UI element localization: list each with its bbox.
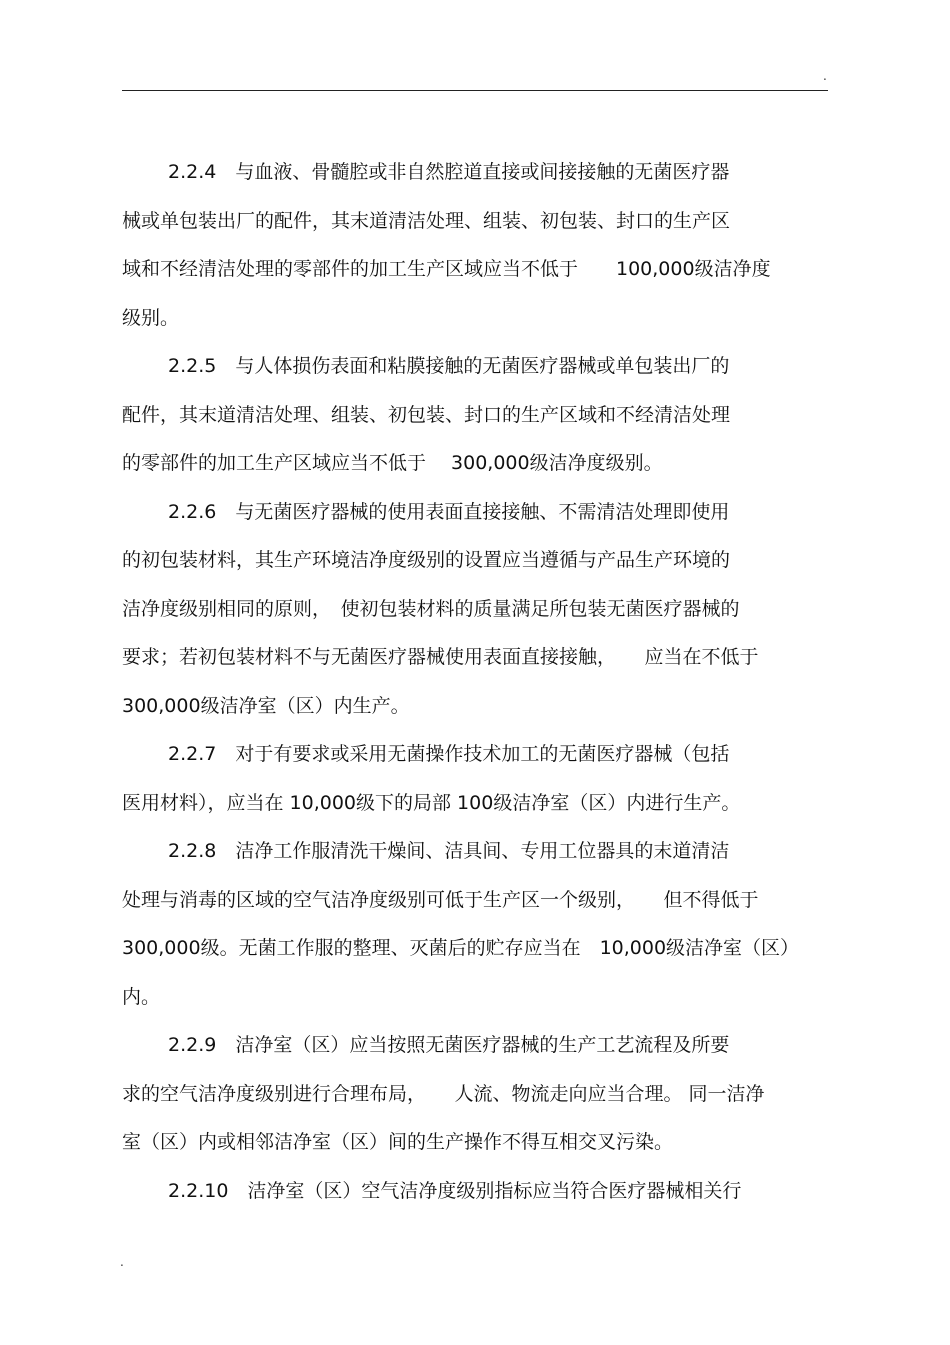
text-line: 医用材料），应当在 10,000级下的局部 100级洁净室（区）内进行生产。 — [122, 792, 741, 814]
text-line: 室（区）内或相邻洁净室（区）间的生产操作不得互相交叉污染。 — [122, 1131, 674, 1153]
text-line: 300,000级。无菌工作服的整理、灭菌后的贮存应当在 10,000级洁净室（区） — [122, 937, 800, 959]
text-line: 2.2.8 洁净工作服清洗干燥间、洁具间、专用工位器具的末道清洁 — [168, 840, 730, 862]
text-line: 2.2.9 洁净室（区）应当按照无菌医疗器械的生产工艺流程及所要 — [168, 1034, 730, 1056]
text-line: 内。 — [122, 986, 161, 1008]
text-line: 配件，其末道清洁处理、组装、初包装、封口的生产区域和不经清洁处理 — [122, 404, 731, 426]
text-line: 要求；若初包装材料不与无菌医疗器械使用表面直接接触， 应当在不低于 — [122, 646, 759, 668]
text-line: 洁净度级别相同的原则， 使初包装材料的质量满足所包装无菌医疗器械的 — [122, 598, 740, 620]
footer-mark: . — [120, 1255, 124, 1269]
text-line: 的初包装材料，其生产环境洁净度级别的设置应当遵循与产品生产环境的 — [122, 549, 731, 571]
header-mark: . — [823, 69, 827, 83]
text-line: 2.2.5 与人体损伤表面和粘膜接触的无菌医疗器械或单包装出厂的 — [168, 355, 730, 377]
text-line: 的零部件的加工生产区域应当不低于 300,000级洁净度级别。 — [122, 452, 663, 474]
text-line: 求的空气洁净度级别进行合理布局， 人流、物流走向应当合理。 同一洁净 — [122, 1083, 765, 1105]
text-line: 处理与消毒的区域的空气洁净度级别可低于生产区一个级别， 但不得低于 — [122, 889, 759, 911]
text-line: 2.2.7 对于有要求或采用无菌操作技术加工的无菌医疗器械（包括 — [168, 743, 730, 765]
text-line: 2.2.4 与血液、骨髓腔或非自然腔道直接或间接接触的无菌医疗器 — [168, 161, 730, 183]
text-line: 域和不经清洁处理的零部件的加工生产区域应当不低于 100,000级洁净度 — [122, 258, 771, 280]
text-line: 械或单包装出厂的配件，其末道清洁处理、组装、初包装、封口的生产区 — [122, 210, 731, 232]
text-line: 2.2.6 与无菌医疗器械的使用表面直接接触、不需清洁处理即使用 — [168, 501, 730, 523]
text-line: 2.2.10 洁净室（区）空气洁净度级别指标应当符合医疗器械相关行 — [168, 1180, 742, 1202]
text-line: 300,000级洁净室（区）内生产。 — [122, 695, 410, 717]
text-line: 级别。 — [122, 307, 180, 329]
header-divider — [122, 90, 828, 91]
